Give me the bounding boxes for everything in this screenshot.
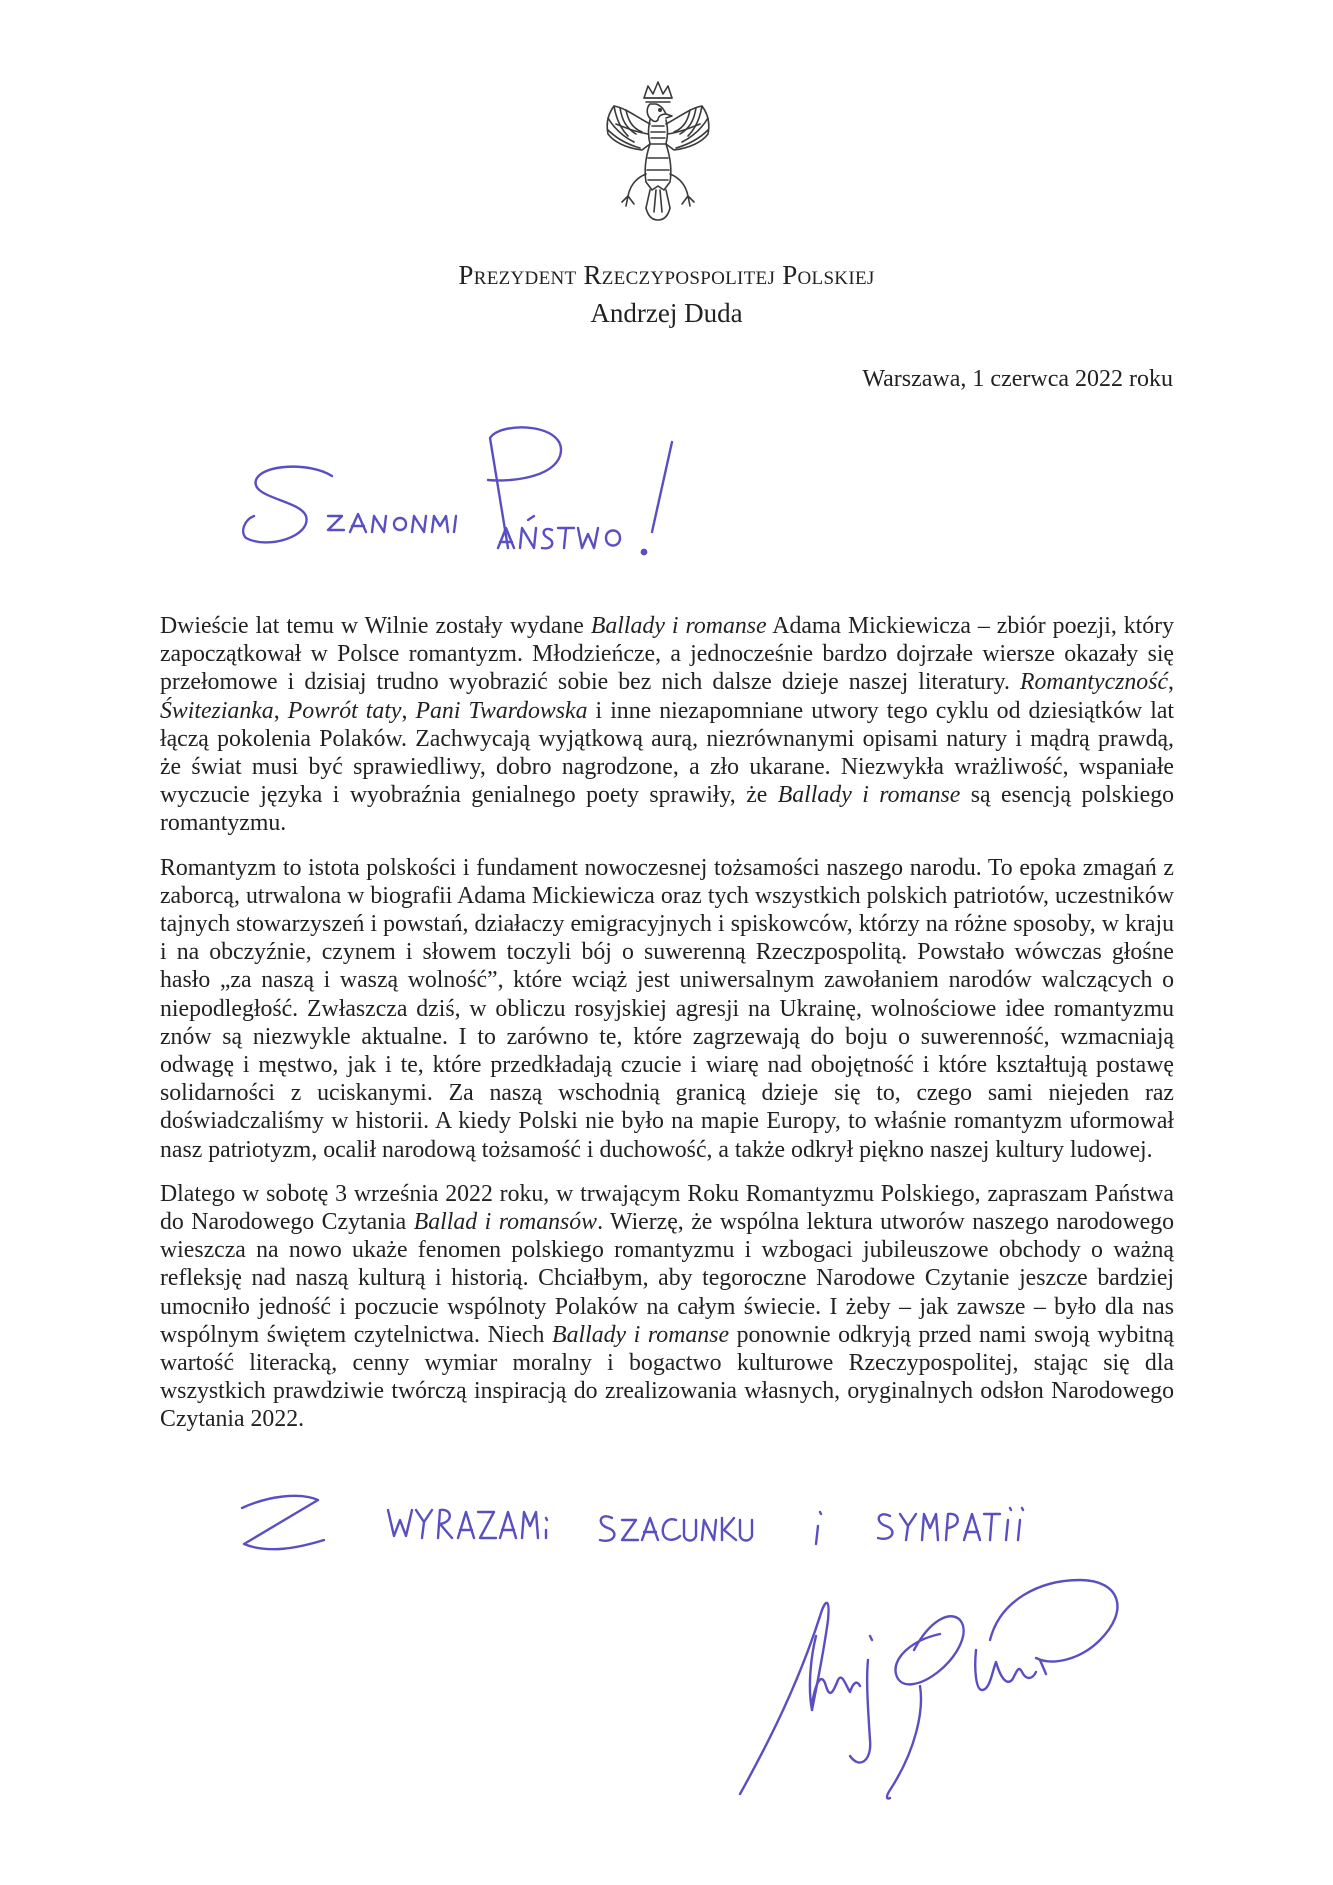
text-run: . Wierzę, że wspólna lektura utworów naszego narodowego wieszcza na nowo ukaże fenomen polskiego romantyzmu i wzbogaci jubileuszowe obchody o ważną refleksję nad naszą kulturą i historią. Chciałbym, aby tegoroczne Narodowe Czytanie jeszcze bardziej umocniło jedność i poczucie wspólnoty Polaków na całym świecie. I żeby – jak zawsze – było dla nas wspólnym świętem czytelnictwa. Niech [160, 1209, 1174, 1348]
author-name: Andrzej Duda [590, 298, 743, 328]
text-run: i inne niezapomniane utwory tego cyklu od dziesiątków lat łączą pokolenia Polaków. Zachwycają wyjątkową aurą, niezrównanymi opisami natury i mądrą prawdą, że świat musi być sprawiedliwy, dobro nagrodzone, a zło ukarane. Niezwykła wrażliwość, wspaniałe wyczucie języka i wyobraźnia genialnego poety sprawiły, że [160, 697, 1174, 809]
text-run: Dwieście lat temu w Wilnie zostały wydane [160, 613, 591, 639]
title-run: Romantyczność [1020, 669, 1169, 696]
body-paragraph-1 [160, 612, 1174, 838]
title-run: Ballady i romanse [590, 613, 767, 639]
body-paragraph-2 [160, 854, 1174, 1164]
closing-text [238, 1480, 239, 1481]
body-paragraph-3 [160, 1180, 1174, 1434]
text-run: , [1168, 669, 1174, 696]
text-run: , [273, 697, 288, 724]
handwritten-signature-icon [700, 1540, 1220, 1800]
letter-date: Warszawa, 1 czerwca 2022 roku [862, 366, 1173, 392]
salutation-text [240, 420, 241, 421]
title-run: Pani Twardowska [415, 697, 588, 724]
title-run: Ballad i romansów [413, 1209, 598, 1236]
text-run: , [401, 697, 416, 724]
text-run: Adama Mickiewicza – zbiór poezji, który zapoczątkował w Polsce romantyzm. Młodzieńcze, a jednocześnie bardzo dojrzałe wiersze okazały się przełomowe i dzisiaj trudno wyobrazić sobie bez nich dalsze dzieje naszej literatury. [160, 613, 1175, 696]
letter-body [160, 612, 1174, 1450]
text-run: ponownie odkryją przed nami swoją wybitną wartość literacką, cenny wymiar moralny i bogactwo kulturowe Rzeczypospolitej, stając się dla wszystkich prawdziwie twórczą inspiracją do zrealizowania własnych, oryginalnych odsłon Narodowego Czytania 2022. [160, 1321, 1174, 1433]
polish-eagle-emblem-icon [592, 78, 724, 243]
text-run: Dlatego w sobotę 3 września 2022 roku, w trwającym Roku Romantyzmu Polskiego, zapraszam Państwa do Narodowego Czytania [160, 1180, 1174, 1236]
title-run: Ballady i romanse [552, 1321, 730, 1348]
title-run: Ballady i romanse [777, 782, 961, 809]
title-run: Świtezianka [160, 697, 274, 724]
text-run: Romantyzm to istota polskości i fundament nowoczesnej tożsamości naszego narodu. To epoka zmagań z zaborcą, utrwalona w biografii Adama Mickiewicza oraz tych wszystkich polskich patriotów, uczestników tajnych stowarzyszeń i powstań, działaczy emigracyjnych i spiskowców, którzy na różne sposoby, w kraju i na obczyźnie, czynem i słowem toczyli bój o suwerenną Rzeczpospolitą. Powstało wówczas głośne hasło „za naszą i waszą wolność”, które wciąż jest uniwersalnym zawołaniem narodów walczących o niepodległość. Zwłaszcza dziś, w obliczu rosyjskiej agresji na Ukrainę, wolnościowe idee romantyzmu znów są niezwykle aktualne. I to zarówno te, które zagrzewają do boju o suwerenność, wzmacniają odwagę i męstwo, jak i te, które przedkładają czucie i wiarę nad obojętność i które kształtują postawę solidarności z uciskanymi. Za naszą wschodnią granicą dzieje się to, czego sami niejeden raz doświadczaliśmy w historii. A kiedy Polski nie było na mapie Europy, to właśnie romantyzm uformował nasz patriotyzm, ocalił narodową tożsamość i duchowość, a także odkrył piękno naszej kultury ludowej. [160, 854, 1174, 1163]
text-run: są esencją polskiego romantyzmu. [160, 782, 1174, 837]
office-title: Prezydent Rzeczypospolitej Polskiej [458, 260, 875, 290]
handwritten-salutation [240, 420, 760, 590]
title-run: Powrót taty [287, 697, 402, 724]
